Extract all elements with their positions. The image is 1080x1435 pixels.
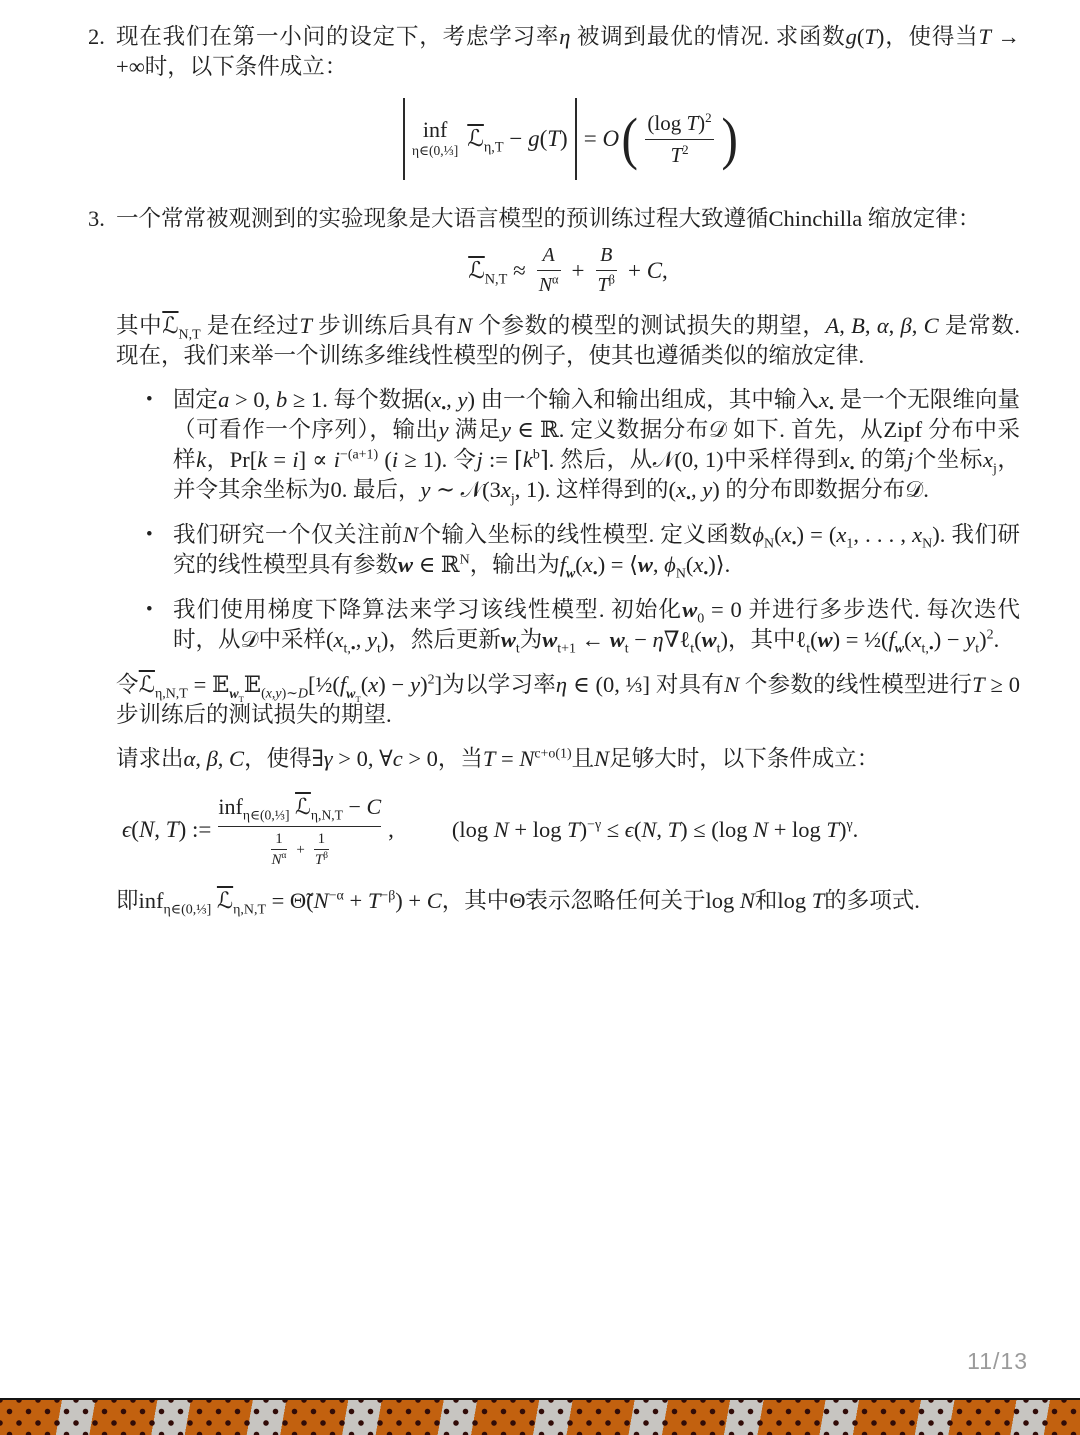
abs-bar-right	[575, 98, 577, 180]
problem-3-intro: 一个常常被观测到的实验现象是大语言模型的预训练过程大致遵循Chinchilla 缩放定律：	[116, 206, 981, 231]
fraction-numerator: B	[600, 244, 613, 266]
bullet-text: 我们研究一个仅关注前N个输入坐标的线性模型. 定义函数$\phi_N(x_•) = (x_1$, . . . , $x_N$). 我们研究的线性模型具有参数w ∈ ℝ$^N$，输出为$f_w(x_•)$ = ⟨w, $\phi_N(x_•)⟩$.	[173, 522, 1020, 582]
bullet-icon: •	[146, 389, 153, 410]
plus-sign: +	[296, 841, 305, 858]
bullet-text: 固定a > 0, b ≥ 1. 每个数据($x_•$, y) 由一个输入和输出组成，其中输入$x_•$ 是一个无限维向量（可看作一个序列），输出y 满足y ∈ ℝ. 定义数据分布𝒟 如下. 首先，从Zipf 分布中采样k，$Pr[k = i] \propto i^{-(a+1)}$ (i ≥ 1). 令j := $⌈k^b⌉$. 然后，从𝒩(0, 1)中采样得到$x_•$ 的第j个坐标$x_j$，并令其余坐标为0. 最后，y ∼ $𝒩(3x_j$, 1). 这样得到的($x_•$, y) 的分布即数据分布𝒟.	[173, 387, 1020, 507]
fraction-bar	[537, 270, 561, 271]
scaling-tail: + C,	[627, 257, 668, 283]
equals-bigO: = O	[583, 126, 620, 151]
question-request: 请求出α, β, C，使得∃γ > 0, ∀c > 0，当$T = N^{c+o(1)}$且N足够大时，以下条件成立：	[116, 746, 880, 771]
inf-operator: inf η∈(0,⅓]	[411, 117, 459, 158]
B-over-T-beta	[596, 244, 617, 297]
logT-fraction	[645, 111, 713, 166]
bullet-item-linear-model	[146, 520, 1020, 580]
formula-optimal-lr-limit	[116, 98, 1020, 180]
big-fraction-bar	[218, 826, 381, 827]
conclusion-statement: 即inf$_{\eta\in(0,\frac{1}{3}]}$ ℒ$_{\eta,N,T}$ = $\Thetã(N^{-\alpha} + T^{-\beta}) + C$，其中Θ̃表示忽略任何关于log N和log T的多项式.	[116, 888, 920, 918]
formula-body: ℒ$_{\eta,T}$ − g(T)	[467, 126, 568, 156]
problem-2-statement: 现在我们在第一小问的设定下，考虑学习率η 被调到最优的情况. 求函数g(T)，使得当T → +∞时，以下条件成立：	[116, 24, 1020, 79]
big-fraction-denominator	[271, 831, 329, 868]
right-paren: )	[721, 105, 738, 171]
bullet-item-data-distribution	[146, 385, 1020, 505]
loss-definition: 令ℒ$_{\eta,N,T}$ = $𝔼_{w_T}𝔼_{(x,y)\sim D}[\frac{1}{2}(f_{w_T}(x) - y)^2]$为以学习率η ∈ (0, ⅓] 对具有N 个参数的线性模型进行T ≥ 0步训练后的测试损失的期望.	[116, 672, 1020, 727]
bullet-item-gradient-descent	[146, 595, 1020, 655]
big-fraction-numerator: inf$_{\eta\in(0,\frac{1}{3}]}$ ℒ$_{\eta,N,T}$ − C	[218, 794, 382, 823]
fraction-bar	[645, 139, 713, 140]
fraction-numerator: (log T)$^2$	[647, 110, 712, 136]
item-3-number: 3.	[88, 206, 105, 231]
abs-bar-left	[403, 98, 405, 180]
scaling-lhs: ℒ$_{N,T}$ ≈	[468, 257, 526, 288]
one-over-N-alpha: 1 $N^\alpha$	[271, 831, 287, 868]
bullet-icon: •	[146, 599, 153, 620]
A-over-N-alpha	[537, 244, 561, 297]
fraction-denominator: $T^\beta$	[597, 272, 615, 296]
problem-item-2	[88, 22, 1020, 204]
problem-item-3	[88, 204, 1020, 916]
left-paren: (	[621, 105, 638, 171]
epsilon-bounds: (log N + log T)$^{-\gamma}$ ≤ ϵ(N, T) ≤ (log N + log T)$^\gamma$.	[451, 817, 859, 842]
plus-sign: +	[571, 257, 585, 283]
decorative-hazard-stripe	[0, 1398, 1080, 1435]
item-2-number: 2.	[88, 24, 105, 49]
fraction-denominator: $T^2$	[670, 141, 689, 167]
epsilon-big-fraction	[218, 792, 381, 868]
bullet-icon: •	[146, 524, 153, 545]
setup-bullet-list	[116, 385, 1020, 655]
page-number: 11/13	[967, 1348, 1028, 1374]
formula-chinchilla-scaling	[116, 244, 1020, 297]
fraction-bar	[596, 270, 617, 271]
fraction-denominator: $N^\alpha$	[538, 272, 559, 296]
scaling-explanation: 其中ℒ$_{N,T}$ 是在经过T 步训练后具有N 个参数的模型的测试损失的期望，A, B, α, β, C 是常数. 现在，我们来举一个训练多维线性模型的例子，使其也遵循类似的缩放定律.	[116, 313, 1021, 368]
fraction-numerator: A	[542, 244, 555, 266]
formula-epsilon-definition	[122, 792, 1020, 868]
epsilon-lhs: ϵ(N, T) :=	[122, 817, 212, 842]
problem-sheet-content	[88, 22, 1020, 916]
bullet-text: 我们使用梯度下降算法来学习该线性模型. 初始化$w_0 = 0$ 并进行多步迭代. 每次迭代时，从𝒟中采样($x_{t,•}$, $y_t$)，然后更新$w_t$为$w_{t+1}$ ← $w_t$ − $\eta\nabla\ell_t(w_t)$，其中ℓ$_t$(w) = $\frac{1}{2}(f_w(x_{t,•}) - y_t)^2$.	[173, 597, 1020, 657]
comma: ,	[388, 817, 394, 842]
one-over-T-beta: 1 $T^\beta$	[314, 831, 328, 868]
